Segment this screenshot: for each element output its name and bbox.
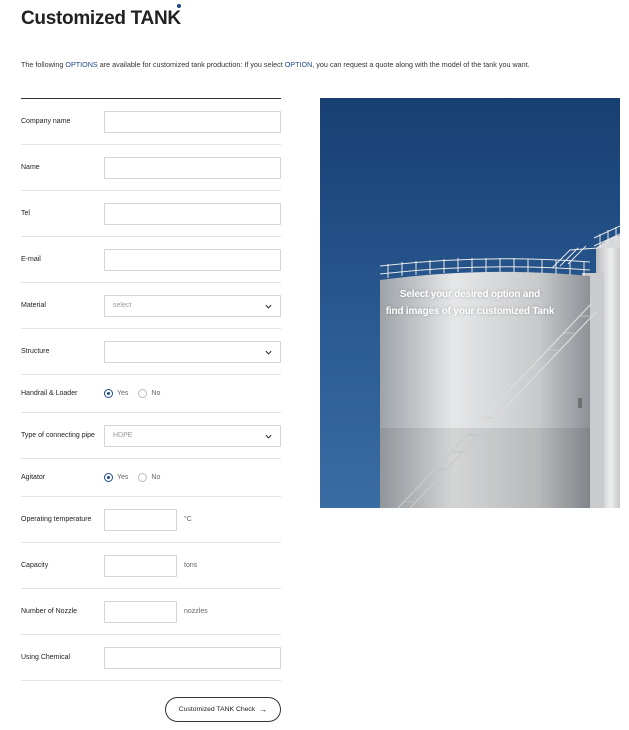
nozzles-input[interactable] <box>104 601 177 623</box>
row-agitator <box>21 459 281 497</box>
connecting-pipe-label: Type of connecting pipe <box>21 432 95 439</box>
tel-input[interactable] <box>104 203 281 225</box>
row-handrail <box>21 375 281 413</box>
capacity-unit: tons <box>184 562 198 569</box>
handrail-yes-radio[interactable] <box>104 389 113 398</box>
capacity-input[interactable] <box>104 555 177 577</box>
intro-option-word: OPTION <box>284 60 313 69</box>
row-connecting-pipe <box>21 413 281 459</box>
nozzles-unit: nozzles <box>184 608 208 615</box>
name-input[interactable] <box>104 157 281 179</box>
company-name-label: Company name <box>21 118 71 125</box>
check-button-label: Customized TANK Check <box>178 706 256 713</box>
connecting-pipe-selected-value: HDPE <box>113 432 133 439</box>
handrail-no-radio[interactable] <box>138 389 147 398</box>
company-name-input[interactable] <box>104 111 281 133</box>
structure-label: Structure <box>21 348 50 355</box>
temperature-unit: °C <box>184 516 192 523</box>
row-nozzles <box>21 589 281 635</box>
row-operating-temperature <box>21 497 281 543</box>
chevron-down-icon <box>264 302 273 311</box>
intro-part1: The following <box>21 60 66 69</box>
row-capacity <box>21 543 281 589</box>
page-title: Customized TANK <box>21 8 181 29</box>
operating-temperature-input[interactable] <box>104 509 177 531</box>
nozzles-label: Number of Nozzle <box>21 608 78 615</box>
material-label: Material <box>21 302 46 309</box>
handrail-no-label: No <box>151 390 161 397</box>
row-company-name <box>21 99 281 145</box>
photo-caption-line2: find images of your customized Tank <box>385 306 555 317</box>
intro-options-word: OPTIONS <box>65 60 98 69</box>
agitator-no-radio[interactable] <box>138 473 147 482</box>
intro-part2: are available for customized tank production: If you select <box>97 60 285 69</box>
chemical-input[interactable] <box>104 647 281 669</box>
structure-select[interactable] <box>104 341 281 363</box>
tank-photo <box>320 98 620 508</box>
material-select[interactable] <box>104 295 281 317</box>
chevron-down-icon <box>264 348 273 357</box>
material-selected-value: select <box>113 302 132 309</box>
row-tel <box>21 191 281 237</box>
row-material <box>21 283 281 329</box>
agitator-no-label: No <box>151 474 161 481</box>
row-name <box>21 145 281 191</box>
handrail-radio-group <box>104 389 170 398</box>
photo-caption <box>320 286 620 320</box>
handrail-label: Handrail & Loader <box>21 390 78 397</box>
row-structure <box>21 329 281 375</box>
agitator-radio-group <box>104 473 170 482</box>
email-input[interactable] <box>104 249 281 271</box>
photo-caption-line1: Select your desired option and <box>399 289 541 300</box>
intro-text <box>21 60 530 69</box>
tel-label: Tel <box>21 210 30 217</box>
arrow-right-icon: → <box>259 705 268 714</box>
operating-temperature-label: Operating temperature <box>21 516 92 523</box>
name-label: Name <box>21 164 40 171</box>
capacity-label: Capacity <box>21 562 49 569</box>
quote-form <box>21 98 281 681</box>
agitator-label: Agitator <box>21 474 46 481</box>
title-dot-icon <box>177 4 181 8</box>
row-email <box>21 237 281 283</box>
intro-part3: , you can request a quote along with the model of the tank you want. <box>312 60 530 69</box>
agitator-yes-radio[interactable] <box>104 473 113 482</box>
chemical-label: Using Chemical <box>21 654 71 661</box>
customized-tank-check-button[interactable] <box>165 697 281 722</box>
connecting-pipe-select[interactable] <box>104 425 281 447</box>
handrail-yes-label: Yes <box>117 390 129 397</box>
email-label: E-mail <box>21 256 41 263</box>
row-chemical <box>21 635 281 681</box>
chevron-down-icon <box>264 432 273 441</box>
agitator-yes-label: Yes <box>117 474 129 481</box>
